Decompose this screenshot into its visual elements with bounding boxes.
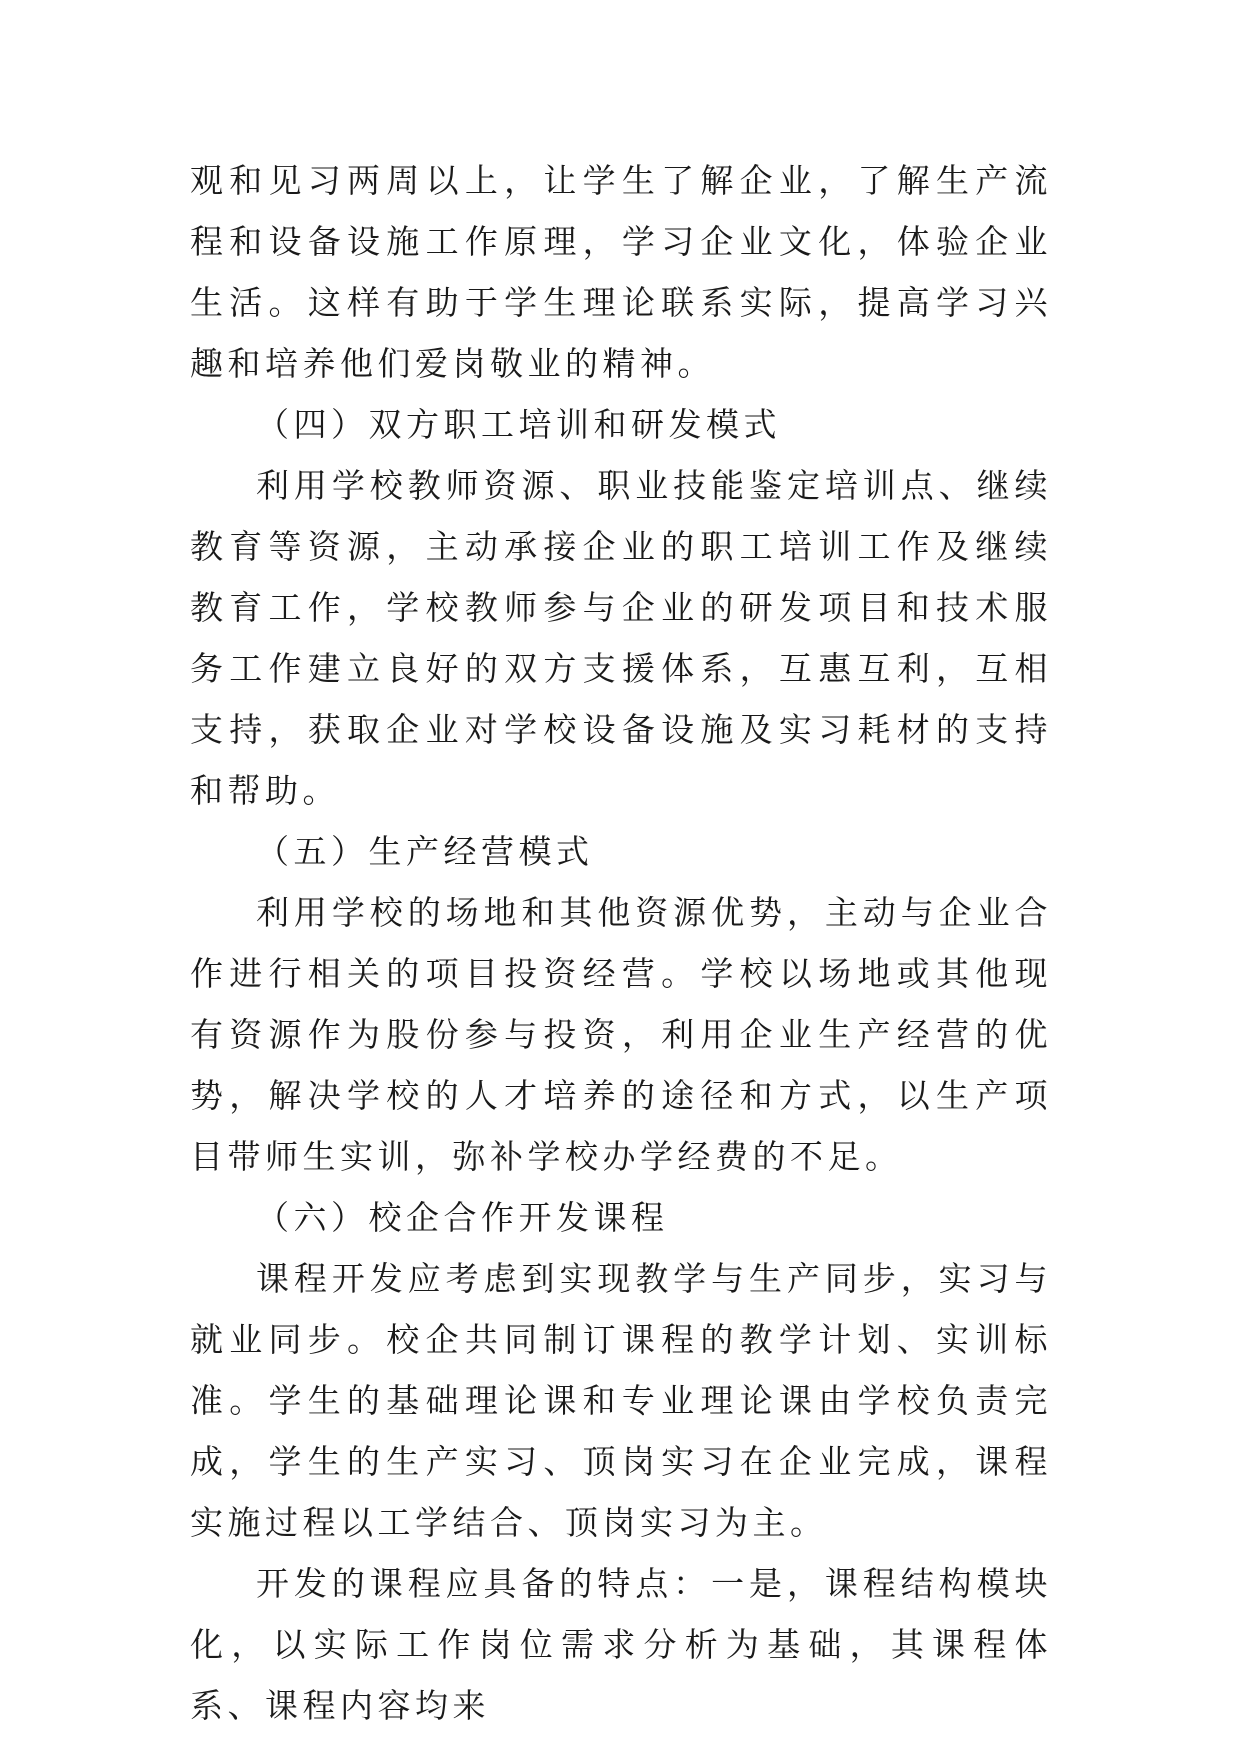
paragraph-staff-training: 利用学校教师资源、职业技能鉴定培训点、继续教育等资源，主动承接企业的职工培训工作及继续教育工作，学校教师参与企业的研发项目和技术服务工作建立良好的双方支援体系，互惠互利，互相支持，获取企业对学校设备设施及实习耗材的支持和帮助。 [190,466,1052,810]
paragraph-internship-continuation: 观和见习两周以上，让学生了解企业，了解生产流程和设备设施工作原理，学习企业文化，体验企业生活。这样有助于学生理论联系实际，提高学习兴趣和培养他们爱岗敬业的精神。 [190,161,1052,383]
heading-section-five: （五）生产经营模式 [256,832,594,871]
paragraph-course-development: 课程开发应考虑到实现教学与生产同步，实习与就业同步。校企共同制订课程的教学计划、实训标准。学生的基础理论课和专业理论课由学校负责完成，学生的生产实习、顶岗实习在企业完成，课程实施过程以工学结合、顶岗实习为主。 [190,1259,1052,1542]
heading-section-four: （四）双方职工培训和研发模式 [256,405,781,444]
paragraph-production-operation: 利用学校的场地和其他资源优势，主动与企业合作进行相关的项目投资经营。学校以场地或其他现有资源作为股份参与投资，利用企业生产经营的优势，解决学校的人才培养的途径和方式，以生产项目带师生实训，弥补学校办学经费的不足。 [190,893,1052,1176]
heading-section-six: （六）校企合作开发课程 [256,1198,669,1237]
paragraph-course-features: 开发的课程应具备的特点：一是，课程结构模块化，以实际工作岗位需求分析为基础，其课程体系、课程内容均来 [190,1564,1052,1725]
document-body [190,150,1052,1736]
